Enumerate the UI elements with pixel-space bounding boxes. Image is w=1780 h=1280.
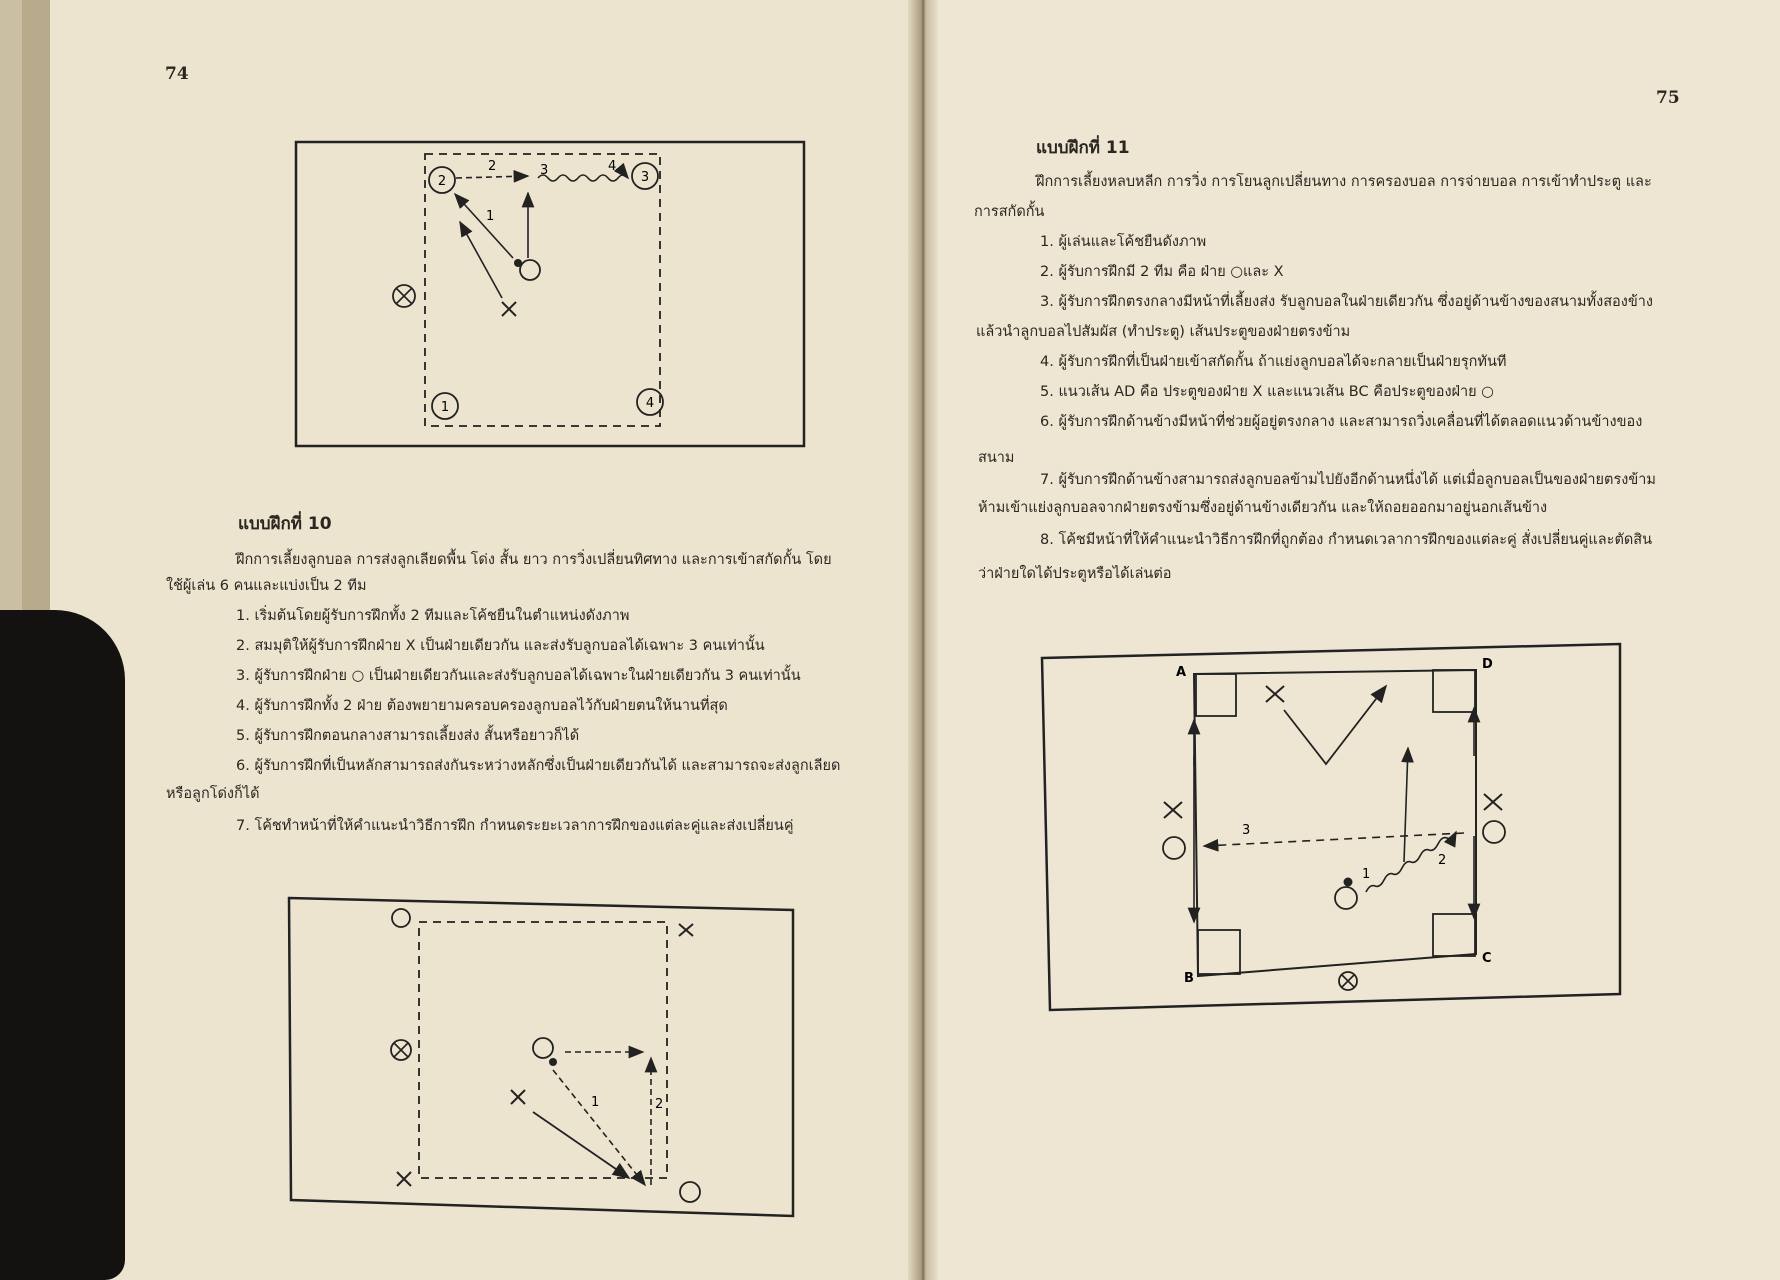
ball-icon — [549, 1058, 557, 1066]
drill-10-item: 1. เริ่มต้นโดยผู้รับการฝึกทั้ง 2 ทีมและโค้ชยืนในตำแหน่งดังภาพ — [236, 608, 630, 624]
drill-11-item-cont: แล้วนำลูกบอลไปสัมผัส (ทำประตู) เส้นประตูของฝ่ายตรงข้าม — [976, 324, 1351, 340]
player-x-icon — [1164, 802, 1182, 818]
drill-10-item: 4. ผู้รับการฝึกทั้ง 2 ฝ่าย ต้องพยายามครอบครองลูกบอลไว้กับฝ่ายตนให้นานที่สุด — [236, 698, 728, 714]
player-x-icon — [397, 1172, 411, 1186]
corner-box-c — [1433, 914, 1475, 956]
arrow-label: 4 — [608, 159, 617, 174]
drill-10-title: แบบฝึกที่ 10 — [238, 514, 332, 534]
drill-11-item-cont: สนาม — [978, 450, 1015, 466]
coach-icon — [393, 285, 415, 307]
figure-drill-11 — [1036, 636, 1626, 1016]
drill-11-item: 1. ผู้เล่นและโค้ชยืนดังภาพ — [1040, 234, 1207, 250]
drill-11-intro-cont: การสกัดกั้น — [974, 204, 1045, 220]
player-label: 3 — [640, 170, 650, 185]
dashed-area — [419, 922, 667, 1178]
player-x-icon — [1266, 686, 1284, 702]
coach-icon — [391, 1040, 411, 1060]
player-o-icon — [1163, 837, 1185, 859]
drill-11-item: 8. โค้ชมีหน้าที่ให้คำแนะนำวิธีการฝึกที่ถูกต้อง กำหนดเวลาการฝึกของแต่ละคู่ สั่งเปลี่ยนคู่และตัดสิน — [1040, 532, 1653, 548]
run-arrow — [533, 1112, 629, 1178]
player-label: 1 — [440, 400, 450, 415]
drill-11-item-cont: ว่าฝ่ายใดได้ประตูหรือได้เล่นต่อ — [978, 566, 1172, 582]
drill-11-item: 7. ผู้รับการฝึกด้านข้างสามารถส่งลูกบอลข้ามไปยังอีกด้านหนึ่งได้ แต่เมื่อลูกบอลเป็นของฝ่ายตรงข้าม — [1040, 472, 1656, 488]
drill-11-item: 2. ผู้รับการฝึกมี 2 ทีม คือ ฝ่าย ○และ X — [1040, 264, 1284, 280]
corner-label-c: C — [1482, 951, 1492, 966]
corner-label-d: D — [1482, 657, 1493, 672]
pass-arrow-1 — [455, 194, 513, 258]
coach-icon — [1339, 972, 1357, 990]
drill-10-item: 7. โค้ชทำหน้าที่ให้คำแนะนำวิธีการฝึก กำหนดระยะเวลาการฝึกของแต่ละคู่และส่งเปลี่ยนคู่ — [236, 818, 794, 834]
run-arrow-x — [460, 222, 502, 298]
dribble-arrow-4 — [538, 175, 628, 181]
drill-10-intro-cont: ใช้ผู้เล่น 6 คนและแบ่งเป็น 2 ทีม — [166, 578, 367, 594]
arrow-label: 2 — [655, 1097, 664, 1112]
player-o-icon — [680, 1182, 700, 1202]
arrow-label: 2 — [488, 159, 497, 174]
drill-11-item: 6. ผู้รับการฝึกด้านข้างมีหน้าที่ช่วยผู้อยู่ตรงกลาง และสามารถวิ่งเคลื่อนที่ได้ตลอดแนวด้านข้างของ — [1040, 414, 1643, 430]
player-circle-4 — [637, 389, 663, 415]
page-number-right: 75 — [1656, 88, 1680, 108]
player-o-with-ball-icon — [514, 259, 540, 280]
fabric-corner — [0, 610, 125, 1280]
pass-arrow-2 — [456, 176, 528, 178]
player-o-icon — [533, 1038, 553, 1058]
drill-11-item: 5. แนวเส้น AD คือ ประตูของฝ่าย X และแนวเส้น BC คือประตูของฝ่าย ○ — [1040, 384, 1494, 400]
player-o-icon — [392, 909, 410, 927]
figure-drill-10-top — [290, 118, 810, 458]
player-circle-1 — [432, 393, 458, 419]
page-number-left: 74 — [165, 64, 189, 84]
corner-box-a — [1196, 674, 1236, 716]
arrow-label: 3 — [540, 163, 549, 178]
player-o-icon — [1335, 887, 1357, 909]
drill-10-item: 3. ผู้รับการฝึกฝ่าย ○ เป็นฝ่ายเดียวกันและส่งรับลูกบอลได้เฉพาะในฝ่ายเดียวกัน 3 คนเท่านั้น — [236, 668, 801, 684]
drill-11-title: แบบฝึกที่ 11 — [1036, 138, 1130, 158]
player-x-icon — [502, 302, 516, 316]
arrow-label: 3 — [1242, 823, 1251, 838]
drill-10-item: 5. ผู้รับการฝึกตอนกลางสามารถเลี้ยงส่ง สั้นหรือยาวก็ได้ — [236, 728, 580, 744]
player-x-icon — [679, 924, 693, 936]
drill-11-item: 3. ผู้รับการฝึกตรงกลางมีหน้าที่เลี้ยงส่ง รับลูกบอลในฝ่ายเดียวกัน ซึ่งอยู่ด้านข้างของสนามทั้งสองข้าง — [1040, 294, 1653, 310]
player-o-icon — [1483, 821, 1505, 843]
run-arrow-up — [1404, 748, 1408, 862]
player-circle-2 — [429, 167, 455, 193]
drill-10-item-cont: หรือลูกโด่งก็ได้ — [166, 786, 260, 802]
player-circle-3 — [632, 163, 658, 189]
arrow-label: 1 — [591, 1095, 600, 1110]
arrow-label: 1 — [1362, 867, 1371, 882]
arrow-label: 2 — [1438, 853, 1447, 868]
player-x-icon — [511, 1090, 525, 1104]
corner-box-b — [1198, 930, 1240, 974]
field-outline — [1042, 644, 1620, 1010]
drill-10-item: 2. สมมุติให้ผู้รับการฝึกฝ่าย X เป็นฝ่ายเดียวกัน และส่งรับลูกบอลได้เฉพาะ 3 คนเท่านั้น — [236, 638, 765, 654]
dashed-area — [425, 154, 660, 426]
arrow-label: 1 — [486, 209, 495, 224]
field-outline — [296, 142, 804, 446]
drill-10-intro: ฝึกการเลี้ยงลูกบอล การส่งลูกเลียดพื้น โด่ง สั้น ยาว การวิ่งเปลี่ยนทิศทาง และการเข้าสกัดกั้น โดย — [236, 552, 832, 568]
drill-10-item: 6. ผู้รับการฝึกที่เป็นหลักสามารถส่งกันระหว่างหลักซึ่งเป็นฝ่ายเดียวกันได้ และสามารถจะส่งลูกเลียด — [236, 758, 841, 774]
corner-box-d — [1433, 670, 1475, 712]
run-arrow-v — [1284, 686, 1386, 764]
drill-11-item: 4. ผู้รับการฝึกที่เป็นฝ่ายเข้าสกัดกั้น ถ้าแย่งลูกบอลได้จะกลายเป็นฝ่ายรุกทันที — [1040, 354, 1507, 370]
player-label: 4 — [645, 396, 655, 411]
drill-11-intro: ฝึกการเลี้ยงหลบหลีก การวิ่ง การโยนลูกเปลี่ยนทาง การครองบอล การจ่ายบอล การเข้าทำประตู และ — [1036, 174, 1652, 190]
book-gutter — [908, 0, 938, 1280]
pass-arrow-1 — [553, 1070, 645, 1185]
player-label: 2 — [437, 174, 447, 189]
corner-label-a: A — [1176, 665, 1187, 680]
player-x-icon — [1484, 794, 1502, 810]
ball-icon — [1344, 878, 1353, 887]
drill-11-item-cont: ห้ามเข้าแย่งลูกบอลจากฝ่ายตรงข้ามซึ่งอยู่ด้านข้างเดียวกัน และให้ถอยออกมาอยู่นอกเส้นข้าง — [978, 500, 1548, 516]
corner-label-b: B — [1184, 971, 1194, 986]
figure-drill-10-bottom — [285, 890, 805, 1220]
